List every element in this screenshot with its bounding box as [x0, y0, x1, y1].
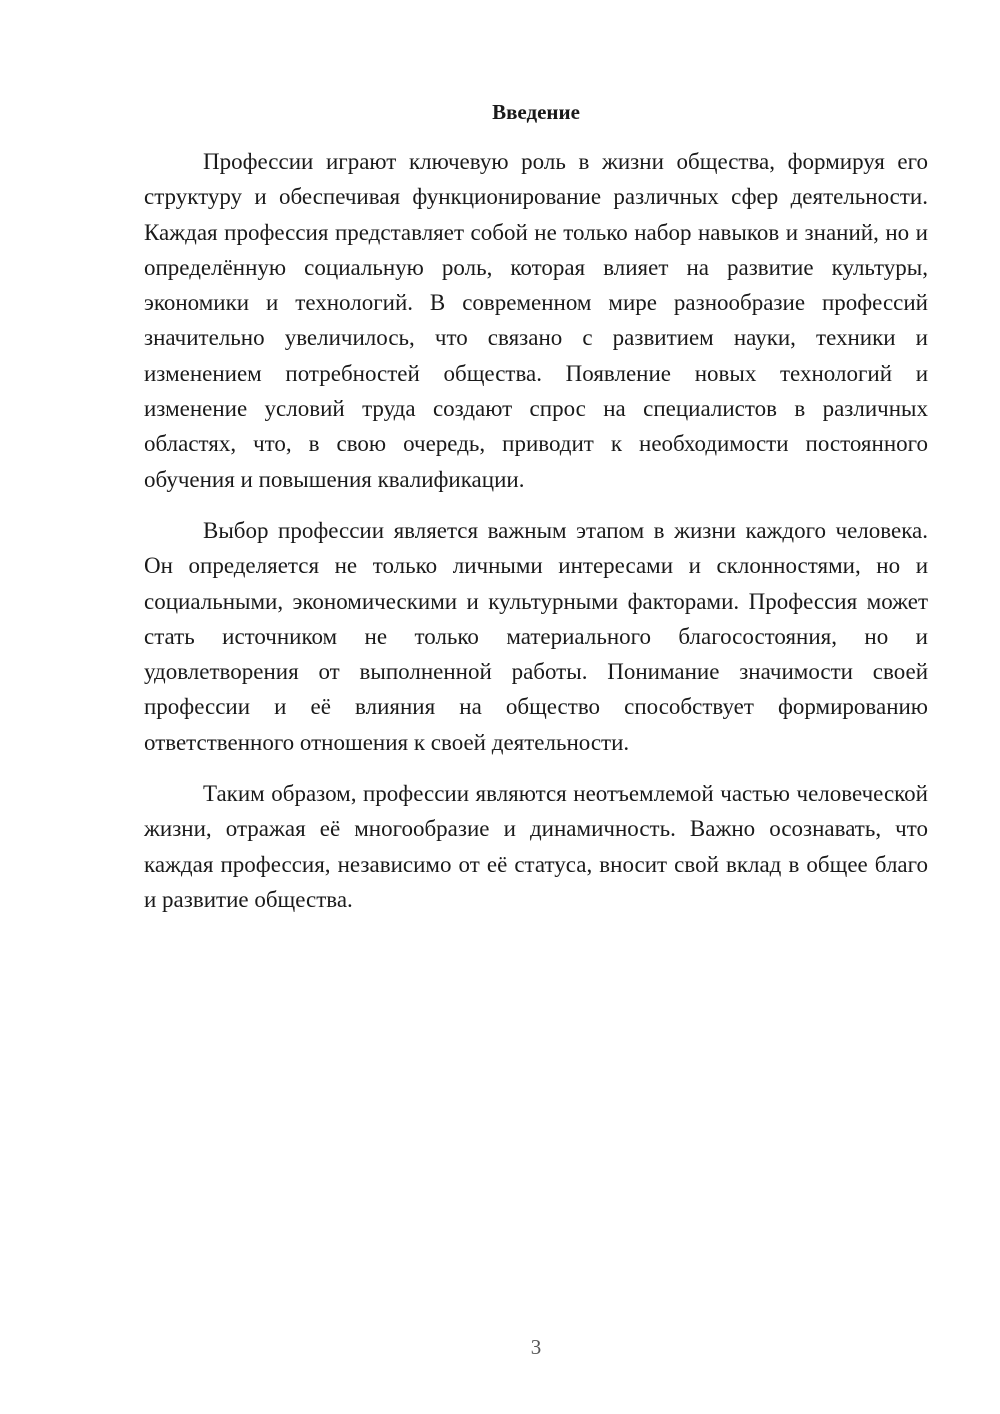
- page-number: 3: [530, 1335, 542, 1359]
- body-text: [144, 144, 928, 933]
- paragraph-2: Выбор профессии является важным этапом в жизни каждого человека. Он определяется не только личными интересами и склонностями, но и социальными, экономическими и культурными факторами. Профессия может стать источником не только материального благосостояния, но и удовлетворения от выполненной работы. Понимание значимости своей профессии и её влияния на общество способствует формированию ответственного отношения к своей деятельности.: [144, 517, 928, 755]
- paragraph-3: Таким образом, профессии являются неотъемлемой частью человеческой жизни, отражая её многообразие и динамичность. Важно осознавать, что каждая профессия, независимо от её статуса, вносит свой вклад в общее благо и развитие общества.: [144, 781, 928, 912]
- paragraph-1: Профессии играют ключевую роль в жизни общества, формируя его структуру и обеспечивая функционирование различных сфер деятельности. Каждая профессия представляет собой не только набор навыков и знаний, но и определённую социальную роль, которая влияет на развитие культуры, экономики и технологий. В современном мире разнообразие профессий значительно увеличилось, что связано с развитием науки, техники и изменением потребностей общества. Появление новых технологий и изменение условий труда создают спрос на специалистов в различных областях, что, в свою очередь, приводит к необходимости постоянного обучения и повышения квалификации.: [144, 149, 928, 492]
- page-title: Введение: [492, 100, 580, 124]
